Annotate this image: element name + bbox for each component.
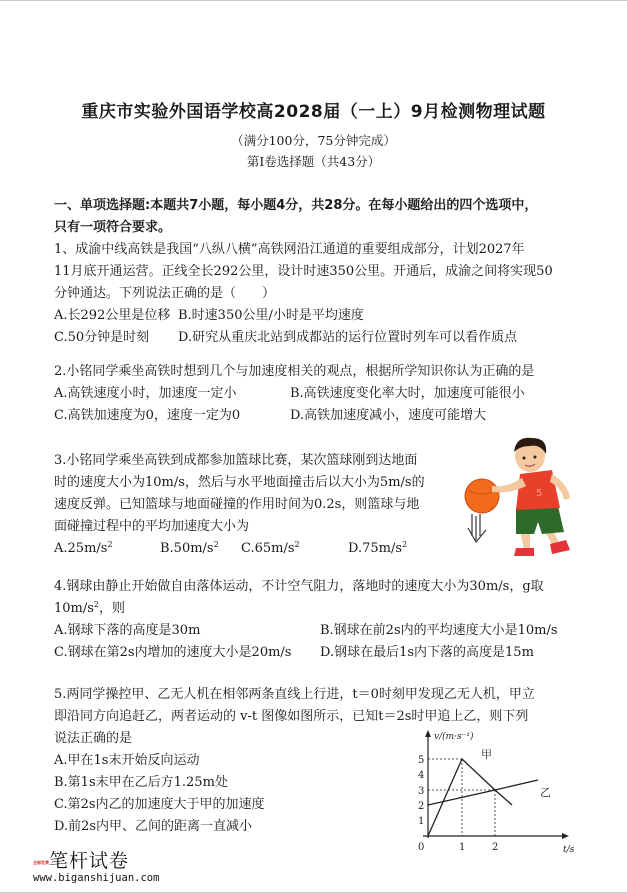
vt-graph xyxy=(405,728,585,858)
q3-stem-line4: 面碰撞过程中的平均加速度大小为 xyxy=(54,519,250,534)
q1-option-a: A.长292公里是位移 xyxy=(54,308,171,323)
q5-option-a: A.甲在1s末开始反向运动 xyxy=(54,753,200,768)
q5-stem-line1: 5.两同学操控甲、乙无人机在相邻两条直线上行进，t＝0时刻甲发现乙无人机，甲立 xyxy=(54,687,535,702)
y-tick-3: 3 xyxy=(418,786,425,797)
q4-stem-line2: $10m/s^2$，则 xyxy=(54,600,126,616)
q4-stem-line1: 4.钢球由静止开始做自由落体运动，不计空气阻力，落地时的速度大小为30m/s，g取 xyxy=(54,579,544,594)
score-time-note: （满分100分，75分钟完成） xyxy=(231,133,396,148)
q3-option-a: $A.25m/s^2$ xyxy=(54,540,113,556)
q1-option-d: D.研究从重庆北站到成都站的运行位置时列车可以看作质点 xyxy=(178,330,518,345)
y-tick-5: 5 xyxy=(418,755,425,766)
y-axis-arrow-icon xyxy=(425,730,431,737)
q2-option-b: B.高铁速度变化率大时，加速度可能很小 xyxy=(290,386,525,401)
basketball-player-illustration xyxy=(458,432,594,564)
x-tick-2: 2 xyxy=(492,842,499,853)
x-axis-arrow-icon xyxy=(562,833,569,839)
series-jia-line xyxy=(428,759,512,836)
free-stamp: 全部免费 xyxy=(33,860,49,865)
q3-option-c: $C.65m/s^2$ xyxy=(241,540,300,556)
y-tick-1: 1 xyxy=(418,816,425,827)
q2-option-a: A.高铁速度小时，加速度一定小 xyxy=(54,386,237,401)
q3-stem-line1: 3.小铭同学乘坐高铁到成都参加篮球比赛，某次篮球刚到达地面 xyxy=(54,453,418,468)
x-axis-label: t/s xyxy=(563,845,575,855)
series-yi-line xyxy=(428,780,538,805)
q5-option-d: D.前2s内甲、乙间的距离一直减小 xyxy=(54,819,253,834)
section-heading-line2: 只有一项符合要求。 xyxy=(54,220,172,235)
x-tick-1: 1 xyxy=(459,842,466,853)
page-top-border xyxy=(0,0,627,1)
q3-stem-line2: 时的速度大小为10m/s，然后与水平地面撞击后以大小为5m/s的 xyxy=(54,475,425,490)
q1-stem-line3: 分钟通达。下列说法正确的是（ ） xyxy=(54,286,276,301)
svg-text:5: 5 xyxy=(536,488,543,499)
basketball-icon xyxy=(465,479,499,513)
y-tick-4: 4 xyxy=(418,770,425,781)
y-tick-2: 2 xyxy=(418,801,425,812)
q2-option-d: D.高铁加速度减小，速度可能增大 xyxy=(290,408,487,423)
exam-title: 重庆市实验外国语学校高2028届（一上）9月检测物理试题 xyxy=(81,102,546,122)
q5-stem-line3: 说法正确的是 xyxy=(54,731,133,746)
q3-option-b: $B.50m/s^2$ xyxy=(160,540,219,556)
q4-option-a: A.钢球下落的高度是30m xyxy=(54,623,201,638)
q4-option-d: D.钢球在最后1s内下落的高度是15m xyxy=(320,645,534,660)
logo-text: 笔杆试卷 xyxy=(49,850,130,872)
y-axis-label: v/(m·s⁻¹) xyxy=(434,732,474,742)
q4-option-c: C.钢球在第2s内增加的速度大小是20m/s xyxy=(54,645,292,660)
part-heading: 第Ⅰ卷选择题（共43分） xyxy=(246,154,381,169)
q3-stem-line3: 速度反弹。已知篮球与地面碰撞的作用时间为0.2s，则篮球与地 xyxy=(54,497,420,512)
q4-option-b: B.钢球在前2s内的平均速度大小是10m/s xyxy=(320,623,558,638)
series-jia-label: 甲 xyxy=(481,748,492,761)
q1-stem-line1: 1、成渝中线高铁是我国“八纵八横”高铁网沿江通道的重要组成部分，计划2027年 xyxy=(54,242,525,257)
x-tick-0: 0 xyxy=(418,842,425,853)
q2-stem-line1: 2.小铭同学乘坐高铁时想到几个与加速度相关的观点，根据所学知识你认为正确的是 xyxy=(54,364,535,379)
series-yi-label: 乙 xyxy=(540,786,551,799)
q1-option-b: B.时速350公里/小时是平均速度 xyxy=(178,308,364,323)
motion-lines-icon xyxy=(468,514,486,542)
section-heading-line1: 一、单项选择题:本题共7小题，每小题4分，共28分。在每小题给出的四个选项中， xyxy=(54,198,538,213)
q3-option-d: $D.75m/s^2$ xyxy=(348,540,408,556)
q5-option-b: B.第1s末甲在乙后方1.25m处 xyxy=(54,775,228,790)
q1-stem-line2: 11月底开通运营。正线全长292公里，设计时速350公里。开通后，成渝之间将实现50 xyxy=(54,264,553,279)
q1-option-c: C.50分钟是时刻 xyxy=(54,330,150,345)
logo-url[interactable]: www.biganshijuan.com xyxy=(33,872,160,884)
q2-option-c: C.高铁加速度为0，速度一定为0 xyxy=(54,408,241,423)
q5-option-c: C.第2s内乙的加速度大于甲的加速度 xyxy=(54,797,265,812)
q5-stem-line2: 即沿同方向追赶乙，两者运动的 v-t 图像如图所示，已知t＝2s时甲追上乙，则下列 xyxy=(54,709,529,724)
